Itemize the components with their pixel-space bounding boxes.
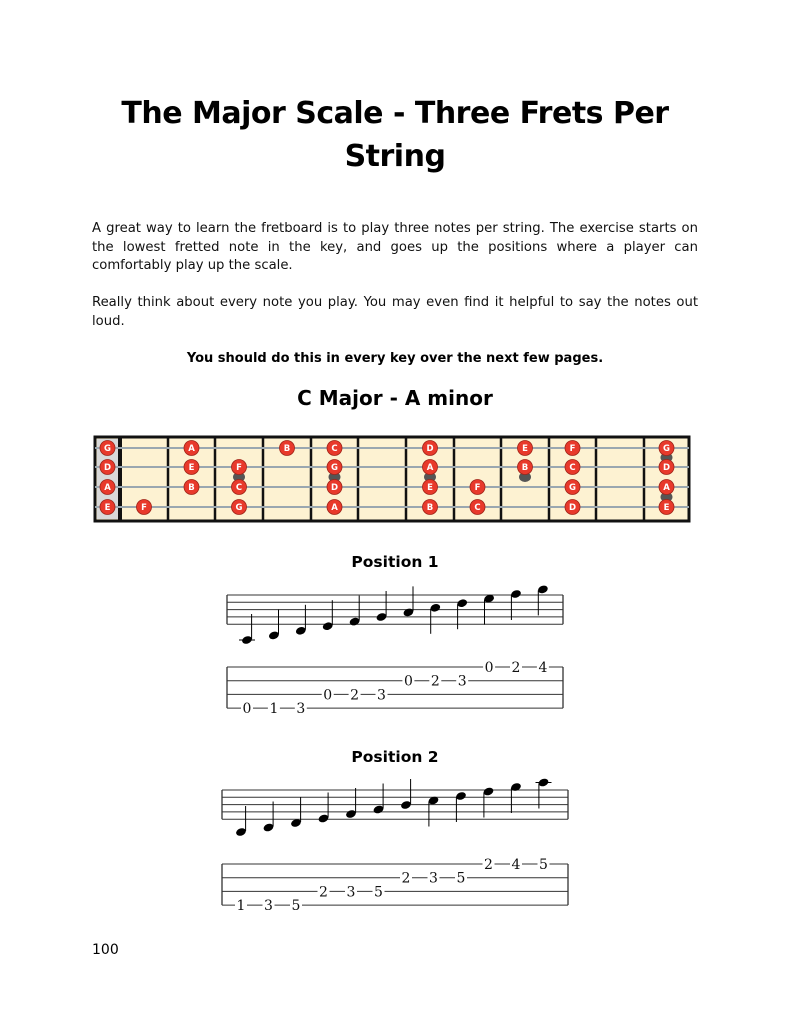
instruction-text: You should do this in every key over the next few pages.	[186, 351, 604, 366]
tab-fret-number: 2	[319, 884, 328, 901]
tab-fret-number: 3	[457, 673, 467, 690]
staff-note	[263, 802, 275, 833]
staff-note	[235, 806, 247, 837]
position-1-heading: Position 1	[351, 553, 439, 571]
section-title: C Major - A minor	[297, 386, 493, 410]
tab-fret-number: 2	[401, 870, 411, 887]
tab-fret-number: 0	[323, 687, 333, 704]
tab-fret-number: 5	[539, 857, 548, 873]
svg-text:C: C	[474, 503, 481, 514]
tab-fret-number: 0	[484, 660, 494, 676]
svg-text:D: D	[330, 483, 339, 494]
svg-text:B: B	[426, 503, 434, 514]
svg-text:D: D	[568, 503, 577, 514]
page-number: 100	[92, 942, 119, 958]
tab-fret-number: 3	[377, 687, 386, 704]
svg-text:A: A	[663, 483, 670, 494]
svg-text:C: C	[569, 463, 576, 474]
svg-text:B: B	[283, 444, 291, 455]
tab-fret-number: 0	[403, 673, 413, 690]
tab-fret-number: 5	[456, 870, 466, 887]
svg-text:B: B	[188, 483, 195, 494]
svg-text:A: A	[188, 444, 195, 455]
svg-text:B: B	[521, 463, 529, 474]
svg-text:E: E	[522, 444, 528, 455]
position-2-heading: Position 2	[351, 748, 439, 766]
tab-fret-number: 2	[430, 673, 440, 690]
staff-note	[345, 788, 357, 819]
staff-note	[290, 797, 302, 828]
staff-note	[400, 779, 412, 810]
page-title: The Major Scale - Three Frets Per String	[121, 96, 669, 174]
svg-text:G: G	[104, 444, 111, 455]
staff-note	[536, 777, 552, 808]
svg-text:A: A	[331, 503, 338, 514]
svg-text:G: G	[663, 444, 670, 455]
svg-text:D: D	[103, 463, 112, 474]
staff-note	[373, 784, 385, 815]
tab-fret-number: 2	[350, 687, 360, 704]
tab-fret-number: 4	[511, 857, 521, 873]
svg-text:E: E	[663, 503, 670, 514]
tab-fret-number: 3	[346, 884, 356, 901]
svg-text:F: F	[474, 483, 481, 494]
tab-fret-number: 1	[236, 898, 246, 915]
tab-fret-number: 5	[374, 884, 383, 901]
svg-text:E: E	[188, 463, 195, 474]
tab-fret-number: 3	[429, 870, 438, 887]
tab-fret-number: 5	[291, 898, 301, 915]
svg-text:G: G	[331, 463, 338, 474]
svg-text:D: D	[662, 463, 671, 474]
svg-text:D: D	[426, 444, 434, 455]
svg-text:C: C	[331, 444, 338, 455]
svg-text:A: A	[426, 463, 434, 474]
tab-fret-number: 0	[242, 701, 252, 718]
tab-fret-number: 2	[511, 660, 521, 676]
advice-paragraph: Really think about every note you play. You may even find it helpful to say the notes out loud.	[92, 295, 698, 329]
staff-note	[483, 786, 495, 817]
staff-note	[455, 791, 467, 822]
tab-fret-number: 2	[484, 857, 493, 873]
svg-text:F: F	[236, 463, 242, 474]
tab-fret-number: 3	[264, 898, 273, 915]
svg-text:F: F	[141, 503, 147, 514]
svg-text:F: F	[569, 444, 576, 455]
tab-fret-number: 3	[296, 701, 306, 718]
svg-text:E: E	[104, 503, 111, 514]
intro-paragraph: A great way to learn the fretboard is to play three notes per string. The exercise starts on the lowest fretted note in the key, and goes up the positions where a player can comfortably play up the scale.	[92, 221, 698, 273]
svg-text:A: A	[104, 483, 111, 494]
svg-text:E: E	[427, 483, 433, 494]
svg-text:C: C	[235, 483, 243, 494]
staff-note	[428, 795, 440, 826]
tab-fret-number: 1	[269, 701, 279, 718]
svg-text:G: G	[569, 483, 576, 494]
svg-text:G: G	[235, 503, 243, 514]
tab-fret-number: 4	[538, 660, 548, 676]
